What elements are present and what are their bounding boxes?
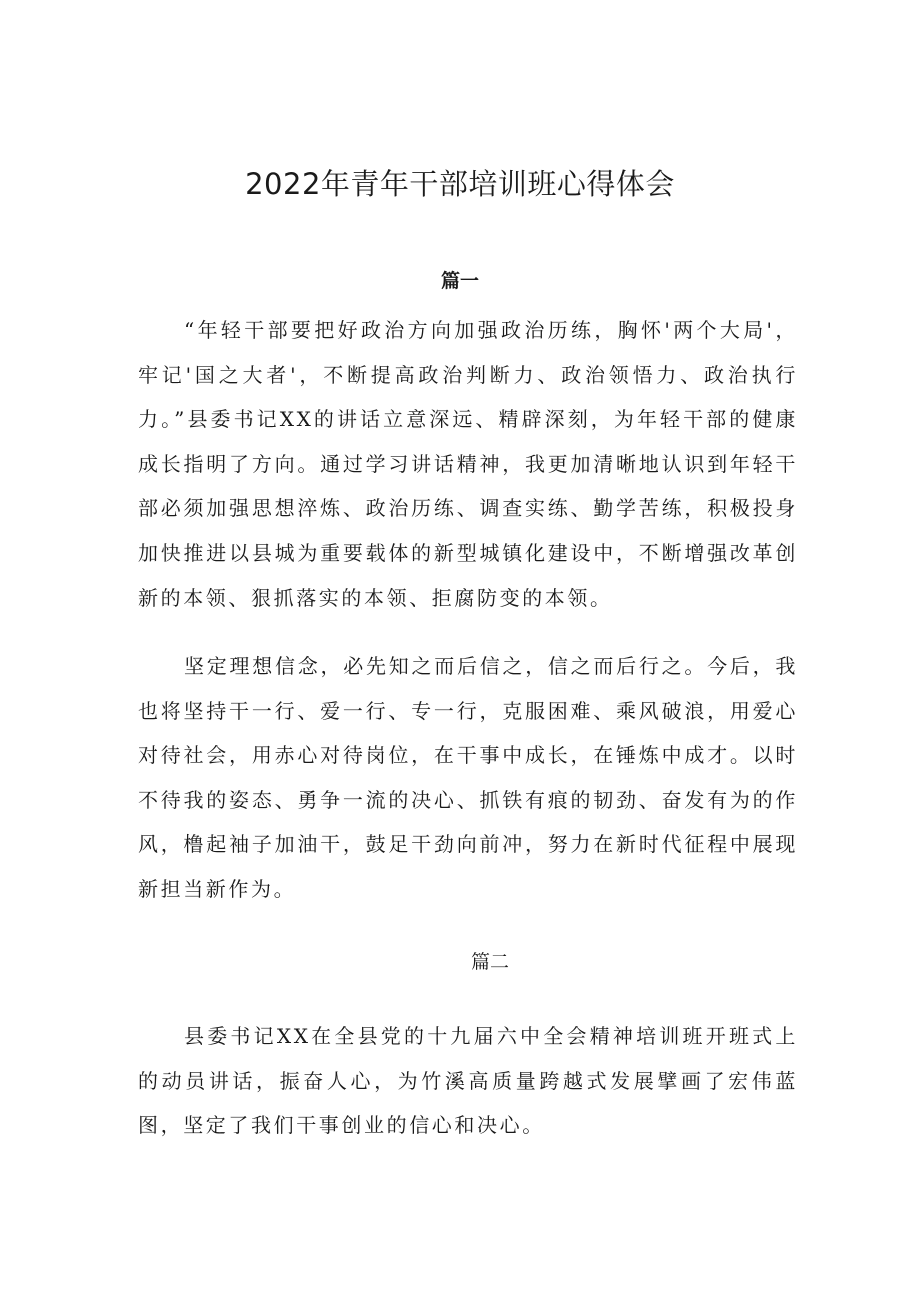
section-2-paragraph-1: 县委书记XX在全县党的十九届六中全会精神培训班开班式上的动员讲话，振奋人心，为竹溪高质量跨越式发展擘画了宏伟蓝图，坚定了我们干事创业的信心和决心。 [138, 1024, 798, 1138]
section-1-paragraph-2: 坚定理想信念，必先知之而后信之，信之而后行之。今后，我也将坚持干一行、爱一行、专一行，克服困难、乘风破浪，用爱心对待社会，用赤心对待岗位，在干事中成长，在锤炼中成才。以时不待我的姿态、勇争一流的决心、抓铁有痕的韧劲、奋发有为的作风，橹起袖子加油干，鼓足干劲向前冲，努力在新时代征程中展现新担当新作为。 [138, 654, 798, 901]
section-2-heading: 篇二 [470, 951, 509, 973]
section-1-heading: 篇一 [440, 270, 479, 292]
document-title: 2022年青年干部培训班心得体会 [245, 167, 675, 201]
section-1-paragraph-1: “年轻干部要把好政治方向加强政治历练，胸怀'两个大局'，牢记'国之大者'，不断提高政治判断力、政治领悟力、政治执行力。”县委书记XX的讲话立意深远、精辟深刻，为年轻干部的健康成长指明了方向。通过学习讲话精神，我更加清晰地认识到年轻干部必须加强思想淬炼、政治历练、调查实练、勤学苦练，积极投身加快推进以县城为重要载体的新型城镇化建设中，不断增强改革创新的本领、狠抓落实的本领、拒腐防变的本领。 [138, 318, 798, 610]
